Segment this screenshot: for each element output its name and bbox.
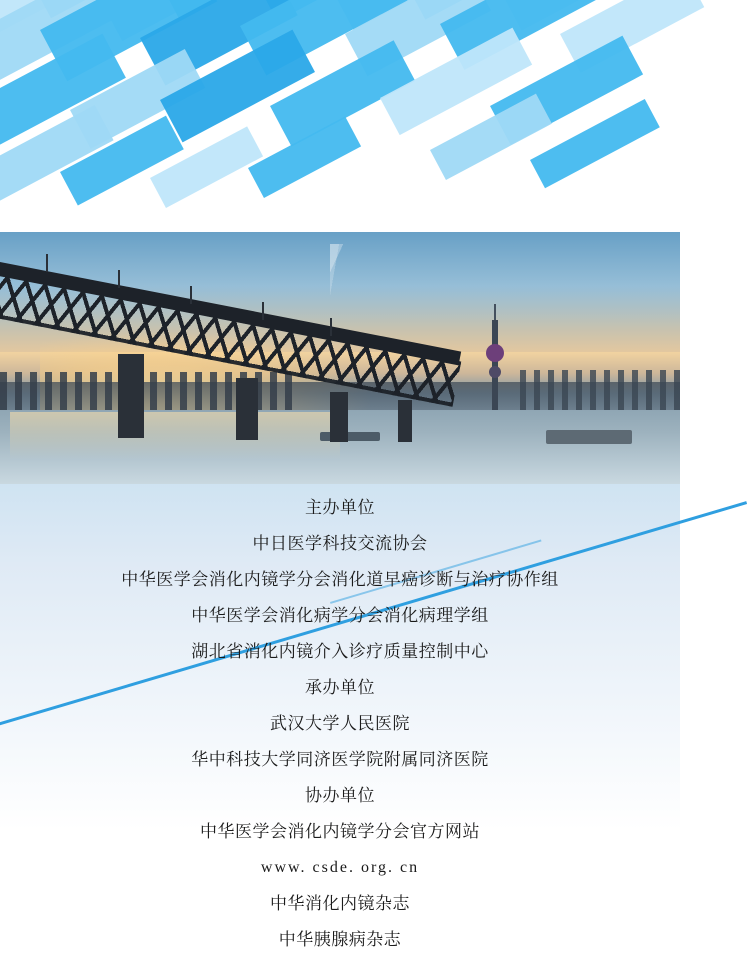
water-reflection [10,412,340,468]
organizers-panel [0,484,680,949]
clouds [330,244,680,324]
boat-center [320,432,380,441]
organizer-item: 湖北省消化内镜介入诊疗质量控制中心 [191,642,489,661]
organizer-item: 中日医学科技交流协会 [252,534,428,553]
tv-tower-sphere-lower [489,366,501,378]
section-heading-undertaker: 承办单位 [305,678,375,697]
tv-tower-sphere [486,344,504,362]
bridge-lamp [190,286,192,304]
bridge-pier [236,378,258,440]
bridge-lamp [118,270,120,288]
organizer-item: 中华胰腺病杂志 [278,930,402,949]
boat-right [546,430,632,444]
bridge-lamp [330,318,332,336]
organizer-item: 中华医学会消化内镜学分会消化道早癌诊断与治疗协作组 [121,570,559,589]
organizer-item: 中华消化内镜杂志 [270,894,410,913]
bridge-pier [398,400,412,442]
bridge-pier [330,392,348,442]
header-decorative-graphic [0,0,680,232]
organizer-item: 华中科技大学同济医学院附属同济医院 [191,750,489,769]
bridge-pier [118,354,144,438]
organizer-item: 中华医学会消化病学分会消化病理学组 [191,606,489,625]
bridge-lamp [262,302,264,320]
city-skyline-right [520,370,680,412]
section-heading-coorganizer: 协办单位 [305,786,375,805]
organizer-item: 武汉大学人民医院 [270,714,410,733]
organizers-list [0,484,680,958]
website-url[interactable]: www. csde. org. cn [260,859,420,876]
section-heading-host: 主办单位 [305,498,375,517]
bridge-lamp [46,254,48,272]
bridge-photo [0,232,680,484]
organizer-item: 中华医学会消化内镜学分会官方网站 [200,822,480,841]
